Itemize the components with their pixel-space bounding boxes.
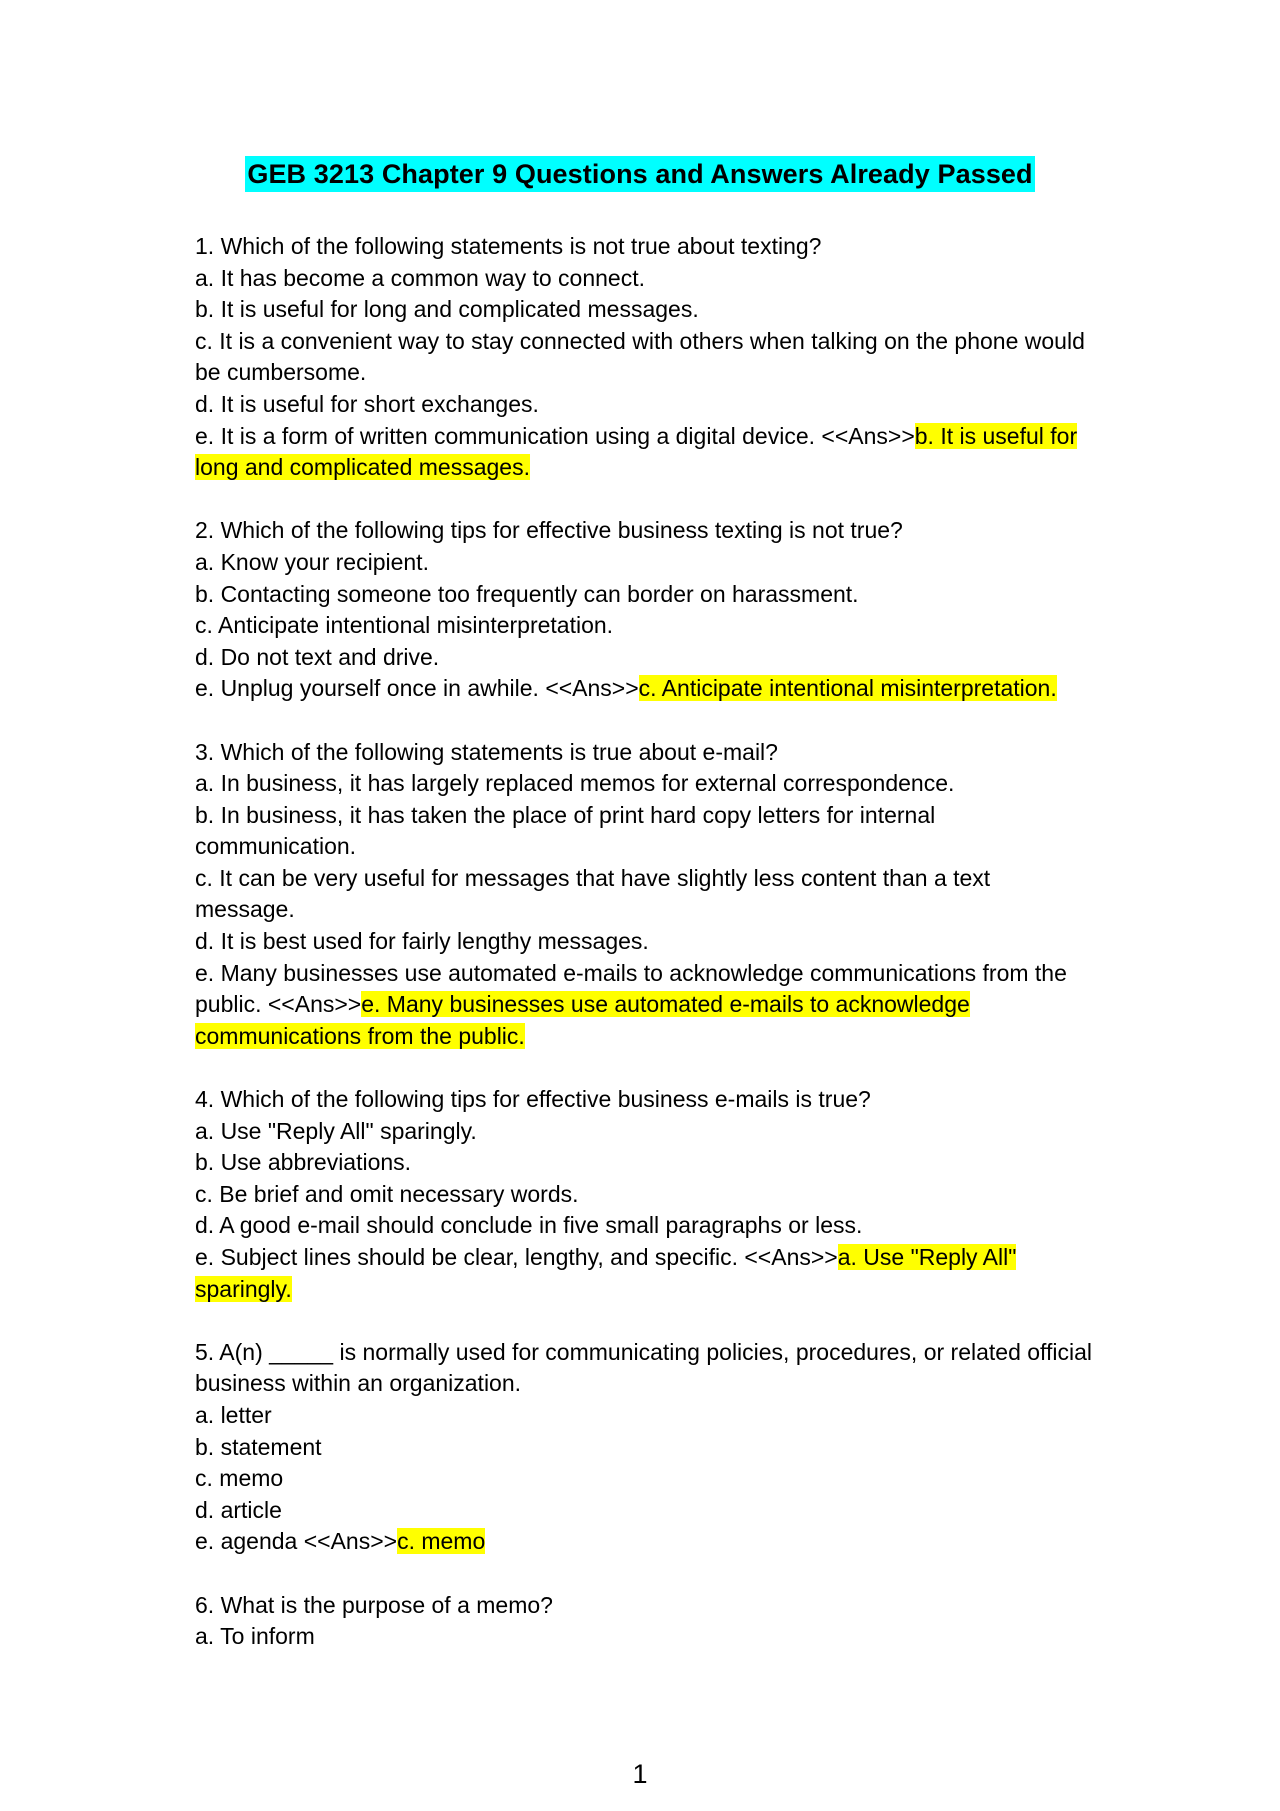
option-text: c. Anticipate intentional misinterpretation. xyxy=(195,612,614,639)
option-text: a. It has become a common way to connect. xyxy=(195,264,646,291)
option-text: c. It is a convenient way to stay connected with others when talking on the phone would be cumbersome. xyxy=(195,327,1085,386)
question-block xyxy=(195,737,1095,1053)
option-text: b. In business, it has taken the place of print hard copy letters for internal communication. xyxy=(195,801,936,860)
last-option-line xyxy=(195,1526,1095,1558)
title-wrapper xyxy=(0,156,1280,192)
option-text: a. In business, it has largely replaced memos for external correspondence. xyxy=(195,770,955,797)
option-text: d. A good e-mail should conclude in five small paragraphs or less. xyxy=(195,1212,863,1239)
option-text: d. It is best used for fairly lengthy messages. xyxy=(195,928,649,955)
answer-marker: <<Ans>> xyxy=(303,1528,398,1555)
option-text: e. agenda xyxy=(195,1528,298,1555)
option-text: a. Know your recipient. xyxy=(195,548,429,575)
last-option-line xyxy=(195,1242,1095,1305)
option-text: e. Unplug yourself once in awhile. xyxy=(195,675,539,702)
answer-marker: <<Ans>> xyxy=(545,675,639,702)
option-text: e. Many businesses use automated e-mails to acknowledge communications from the public. xyxy=(195,959,1067,1018)
answer-highlight: b. It is useful for long and complicated messages. xyxy=(195,422,1078,481)
option-text: d. article xyxy=(195,1496,282,1523)
option-text: c. Be brief and omit necessary words. xyxy=(195,1180,579,1207)
answer-highlight: c. Anticipate intentional misinterpretation. xyxy=(638,675,1057,702)
last-option-line xyxy=(195,421,1095,484)
answer-marker: <<Ans>> xyxy=(744,1244,838,1270)
option-text: d. Do not text and drive. xyxy=(195,643,440,670)
answer-highlight: e. Many businesses use automated e-mails to acknowledge communications from the public. xyxy=(195,991,970,1049)
question-text: 6. What is the purpose of a memo? xyxy=(195,1591,553,1618)
question-block xyxy=(195,515,1095,705)
last-option-line xyxy=(195,673,1095,705)
option-text: a. To inform xyxy=(195,1623,315,1650)
question-text: 1. Which of the following statements is not true about texting? xyxy=(195,233,822,259)
question-block xyxy=(195,231,1095,484)
question-text: 4. Which of the following tips for effective business e-mails is true? xyxy=(195,1086,871,1113)
question-text: 2. Which of the following tips for effective business texting is not true? xyxy=(195,517,903,544)
document-title: GEB 3213 Chapter 9 Questions and Answers Already Passed xyxy=(245,156,1034,192)
option-text: c. It can be very useful for messages that have slightly less content than a text message. xyxy=(195,864,991,923)
questions-list xyxy=(195,231,1095,1684)
option-text: d. It is useful for short exchanges. xyxy=(195,390,539,417)
question-block xyxy=(195,1084,1095,1305)
answer-highlight: a. Use "Reply All" sparingly. xyxy=(195,1244,1017,1302)
question-text: 5. A(n) _____ is normally used for communicating policies, procedures, or related official business within an organization. xyxy=(195,1338,1093,1397)
option-text: c. memo xyxy=(195,1465,284,1492)
question-block xyxy=(195,1337,1095,1558)
page-number: 1 xyxy=(632,1759,648,1789)
answer-marker: <<Ans>> xyxy=(267,991,362,1018)
answer-marker: <<Ans>> xyxy=(821,422,915,449)
option-text: e. Subject lines should be clear, lengthy, and specific. xyxy=(195,1244,738,1270)
option-text: b. It is useful for long and complicated messages. xyxy=(195,296,699,323)
question-text: 3. Which of the following statements is true about e-mail? xyxy=(195,738,778,765)
answer-highlight: c. memo xyxy=(397,1528,486,1555)
option-text: a. letter xyxy=(195,1401,272,1428)
question-block xyxy=(195,1590,1095,1653)
option-text: a. Use "Reply All" sparingly. xyxy=(195,1117,477,1144)
option-text: b. statement xyxy=(195,1433,322,1460)
option-text: b. Contacting someone too frequently can border on harassment. xyxy=(195,580,859,607)
option-text: b. Use abbreviations. xyxy=(195,1149,412,1176)
last-option-line xyxy=(195,958,1095,1053)
option-text: e. It is a form of written communication using a digital device. xyxy=(195,422,816,449)
